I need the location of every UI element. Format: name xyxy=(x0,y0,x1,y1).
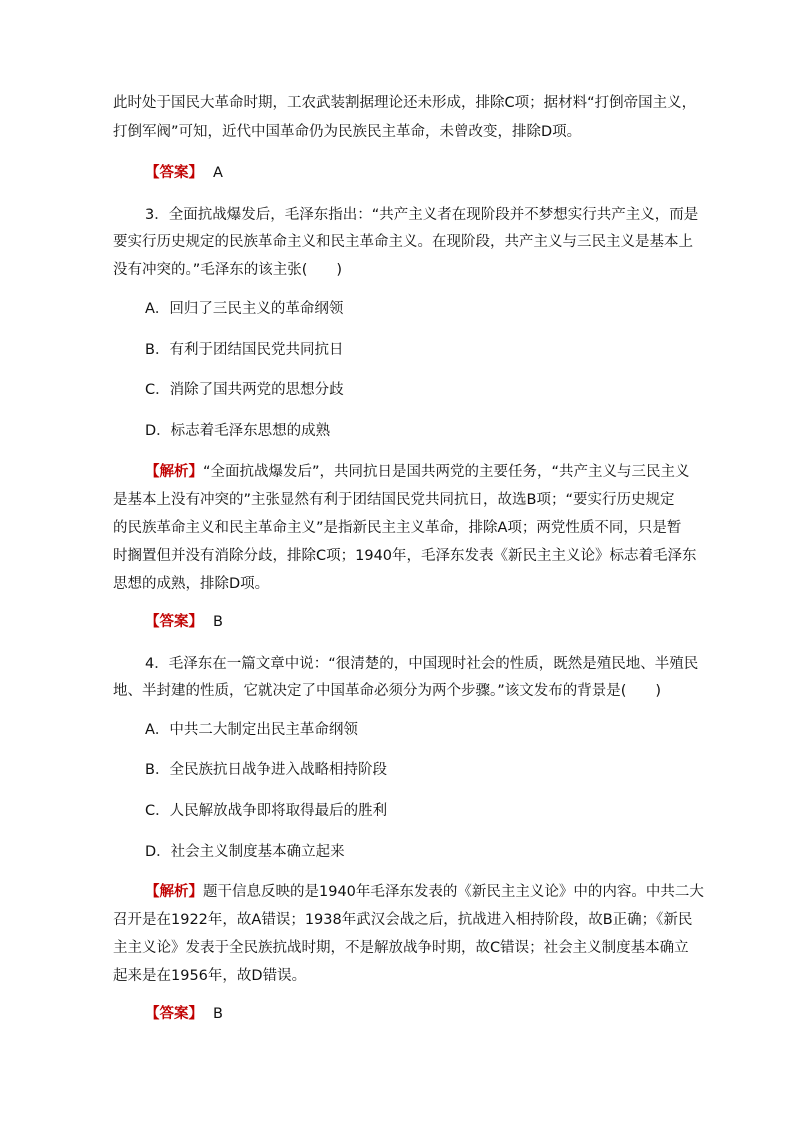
q3-answer-line xyxy=(145,612,223,632)
q4-analysis-text-1: 题干信息反映的是1940年毛泽东发表的《新民主主义论》中的内容。中共二大 xyxy=(203,884,704,900)
q3-option-a: A．回归了三民主义的革命纲领 xyxy=(145,301,344,317)
analysis-tag: 【解析】 xyxy=(145,464,203,480)
q4-option-b: B．全民族抗日战争进入战略相持阶段 xyxy=(145,762,387,778)
continuation-line-1: 此时处于国民大革命时期，工农武装割据理论还未形成，排除C项；据材料“打倒帝国主义， xyxy=(113,95,697,111)
q4-option-a: A．中共二大制定出民主革命纲领 xyxy=(145,722,358,738)
q4-option-c: C．人民解放战争即将取得最后的胜利 xyxy=(145,803,388,819)
answer-tag: 【答案】 xyxy=(145,165,203,181)
q3-stem-line-2: 要实行历史规定的民族革命主义和民主革命主义。在现阶段，共产主义与三民主义是基本上 xyxy=(113,234,693,250)
answer-value: B xyxy=(213,614,223,630)
q4-option-d: D．社会主义制度基本确立起来 xyxy=(145,844,345,860)
q4-analysis-line-3: 主主义论》发表于全民族抗战时期，不是解放战争时期，故C错误；社会主义制度基本确立 xyxy=(113,940,689,956)
q3-analysis-line-5: 思想的成熟，排除D项。 xyxy=(113,576,270,592)
answer-value: B xyxy=(213,1006,223,1022)
analysis-tag: 【解析】 xyxy=(145,884,203,900)
q3-option-d: D．标志着毛泽东思想的成熟 xyxy=(145,423,331,439)
q3-option-c: C．消除了国共两党的思想分歧 xyxy=(145,382,344,398)
answer-line-1 xyxy=(145,163,223,183)
q4-stem-line-1: 4．毛泽东在一篇文章中说：“很清楚的，中国现时社会的性质，既然是殖民地、半殖民 xyxy=(145,656,699,672)
q3-analysis-line-4: 时搁置但并没有消除分歧，排除C项；1940年，毛泽东发表《新民主主义论》标志着毛泽东 xyxy=(113,548,697,564)
q3-analysis-text-1: “全面抗战爆发后”，共同抗日是国共两党的主要任务，“共产主义与三民主义 xyxy=(203,464,690,480)
q3-stem-line-3: 没有冲突的。”毛泽东的该主张( ) xyxy=(113,262,343,278)
continuation-line-2: 打倒军阀”可知，近代中国革命仍为民族民主革命，未曾改变，排除D项。 xyxy=(113,124,582,140)
answer-tag: 【答案】 xyxy=(145,1006,203,1022)
q3-stem-line-1: 3．全面抗战爆发后，毛泽东指出：“共产主义者在现阶段并不梦想实行共产主义，而是 xyxy=(145,207,699,223)
q4-analysis-line-4: 起来是在1956年，故D错误。 xyxy=(113,968,307,984)
q4-stem-line-2: 地、半封建的性质，它就决定了中国革命必须分为两个步骤。”该文发布的背景是( ) xyxy=(113,683,662,699)
q4-analysis-line-2: 召开是在1922年，故A错误；1938年武汉会战之后，抗战进入相持阶段，故B正确；《新民 xyxy=(113,912,693,928)
q3-option-b: B．有利于团结国民党共同抗日 xyxy=(145,342,344,358)
q4-analysis-line-1 xyxy=(145,882,704,902)
q3-analysis-line-1 xyxy=(145,462,690,482)
q3-analysis-line-2: 是基本上没有冲突的”主张显然有利于团结国民党共同抗日，故选B项；“要实行历史规定 xyxy=(113,492,675,508)
q3-analysis-line-3: 的民族革命主义和民主革命主义”是指新民主主义革命，排除A项；两党性质不同，只是暂 xyxy=(113,520,682,536)
q4-answer-line xyxy=(145,1004,223,1024)
answer-tag: 【答案】 xyxy=(145,614,203,630)
answer-value: A xyxy=(213,165,223,181)
